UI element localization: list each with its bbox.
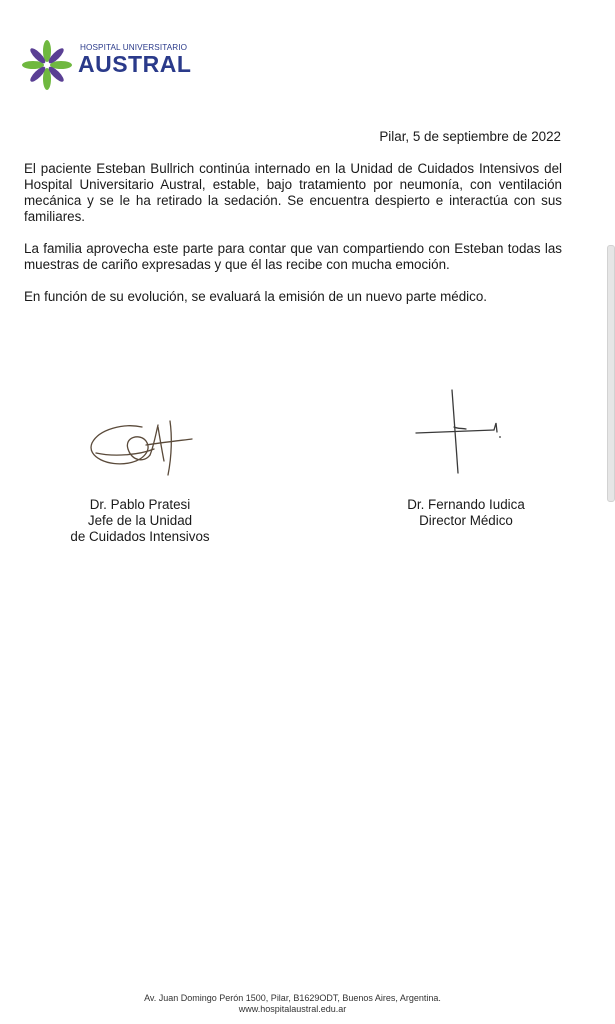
scrollbar[interactable] <box>607 245 615 502</box>
footer <box>0 993 585 1015</box>
signature-pratesi <box>84 405 199 480</box>
signer-role: Director Médico <box>419 513 513 528</box>
paragraph-status: El paciente Esteban Bullrich continúa internado en la Unidad de Cuidados Intensivos del Hospital Universitario Austral, estable, bajo tratamiento por neumonía, con ventilación mecánica y se le ha retirado la sedación. Se encuentra despierto e interactúa con sus familiares. <box>24 161 562 224</box>
signer-role: de Cuidados Intensivos <box>70 529 210 544</box>
paragraph-next-report: En función de su evolución, se evaluará la emisión de un nuevo parte médico. <box>24 289 488 304</box>
logo-text-main: AUSTRAL <box>78 51 192 77</box>
signature-iudica <box>410 385 510 480</box>
signer-iudica <box>366 497 566 529</box>
footer-address: Av. Juan Domingo Perón 1500, Pilar, B1629ODT, Buenos Aires, Argentina. <box>144 993 441 1003</box>
footer-website: www.hospitalaustral.edu.ar <box>238 1004 347 1014</box>
letter-date: Pilar, 5 de septiembre de 2022 <box>379 129 561 144</box>
signer-pratesi <box>40 497 240 545</box>
signer-role: Jefe de la Unidad <box>87 513 193 528</box>
hospital-logo <box>20 38 195 94</box>
logo-text-top: HOSPITAL UNIVERSITARIO <box>80 43 188 52</box>
signer-name: Dr. Fernando Iudica <box>407 497 525 512</box>
signer-name: Dr. Pablo Pratesi <box>89 497 191 512</box>
flower-logo-icon <box>20 38 76 94</box>
paragraph-family: La familia aprovecha este parte para contar que van compartiendo con Esteban todas las muestras de cariño expresadas y que él las recibe con mucha emoción. <box>24 241 562 272</box>
